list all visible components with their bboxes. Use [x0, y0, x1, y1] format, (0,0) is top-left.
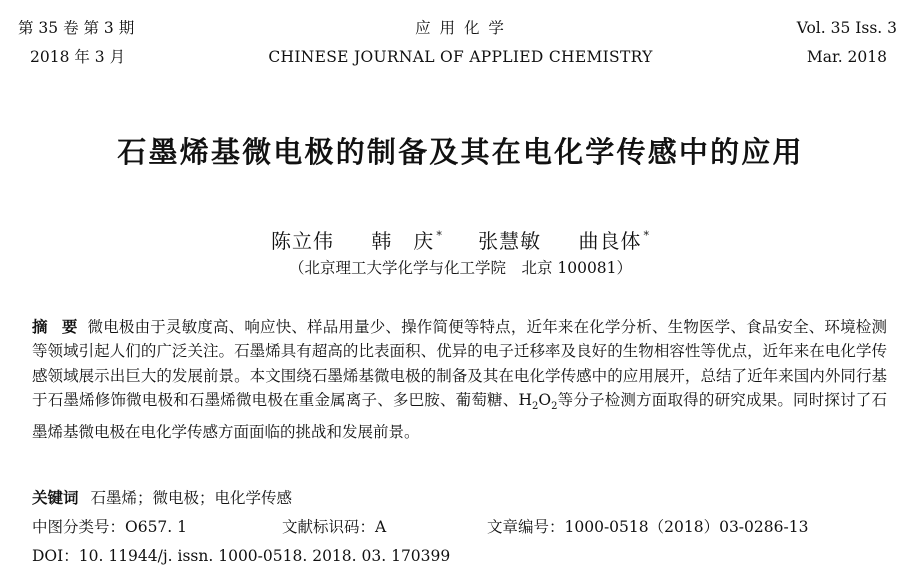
affiliation: （北京理工大学化学与化工学院 北京 100081）: [288, 259, 633, 277]
author-name: 曲良体: [578, 229, 642, 253]
abstract-text: 微电极由于灵敏度高、响应快、样品用量少、操作简便等特点，近年来在化学分析、生物医学、食品安全、环境检测等领域引起人们的广泛关注。石墨烯具有超高的比表面积、优异的电子迁移率及良好的生物相容性等优点，近年来在电化学传感领域展示出巨大的发展前景。本文围绕石墨烯基微电极的制备及其在电化学传感中的应用展开，总结了近年来国内外同行基于石墨烯修饰微电极和石墨烯微电极在重金属离子、多巴胺、葡萄糖、: [32, 318, 887, 410]
article-number: 文章编号：1000-0518（2018）03-0286-13: [487, 518, 809, 536]
author: [271, 222, 336, 255]
journal-name-en: CHINESE JOURNAL OF APPLIED CHEMISTRY: [268, 48, 653, 66]
volume-issue-cn: 第 35 卷 第 3 期: [18, 19, 135, 37]
author-name: 陈立伟: [270, 229, 334, 253]
publication-date-en: Mar. 2018: [806, 48, 887, 66]
corresponding-mark: *: [436, 229, 443, 242]
doi: DOI：10. 11944/j. issn. 1000-0518. 2018. 03. 170399: [32, 547, 451, 565]
author: [579, 222, 651, 255]
paper-title: 石墨烯基微电极的制备及其在电化学传感中的应用: [117, 135, 804, 169]
author-name: 韩 庆: [371, 229, 435, 253]
author-list: [0, 222, 921, 255]
document-code: 文献标识码：A: [282, 518, 387, 536]
publication-date-cn: 2018 年 3 月: [30, 48, 126, 66]
keywords-label: 关键词: [32, 489, 79, 507]
abstract-text-cont: 等分子检测方面取得的研究成果。同时探讨了石墨烯基微电极在电化学传感方面面临的挑战和发展前景。: [32, 391, 887, 441]
volume-issue-en: Vol. 35 Iss. 3: [796, 19, 897, 37]
classification-line: [32, 516, 808, 538]
author: [371, 222, 443, 255]
keywords-value: 石墨烯；微电极；电化学传感: [90, 489, 293, 507]
abstract: [32, 315, 887, 444]
clc-number: 中图分类号：O657. 1: [32, 518, 188, 536]
author-name: 张慧敏: [478, 229, 542, 253]
corresponding-mark: *: [643, 229, 651, 242]
abstract-label: 摘 要: [32, 318, 78, 336]
keywords: [32, 487, 292, 509]
author: [478, 222, 543, 255]
journal-name-cn: 应 用 化 学: [415, 19, 506, 37]
h2o2-formula: $H_2O_2$: [518, 391, 558, 413]
